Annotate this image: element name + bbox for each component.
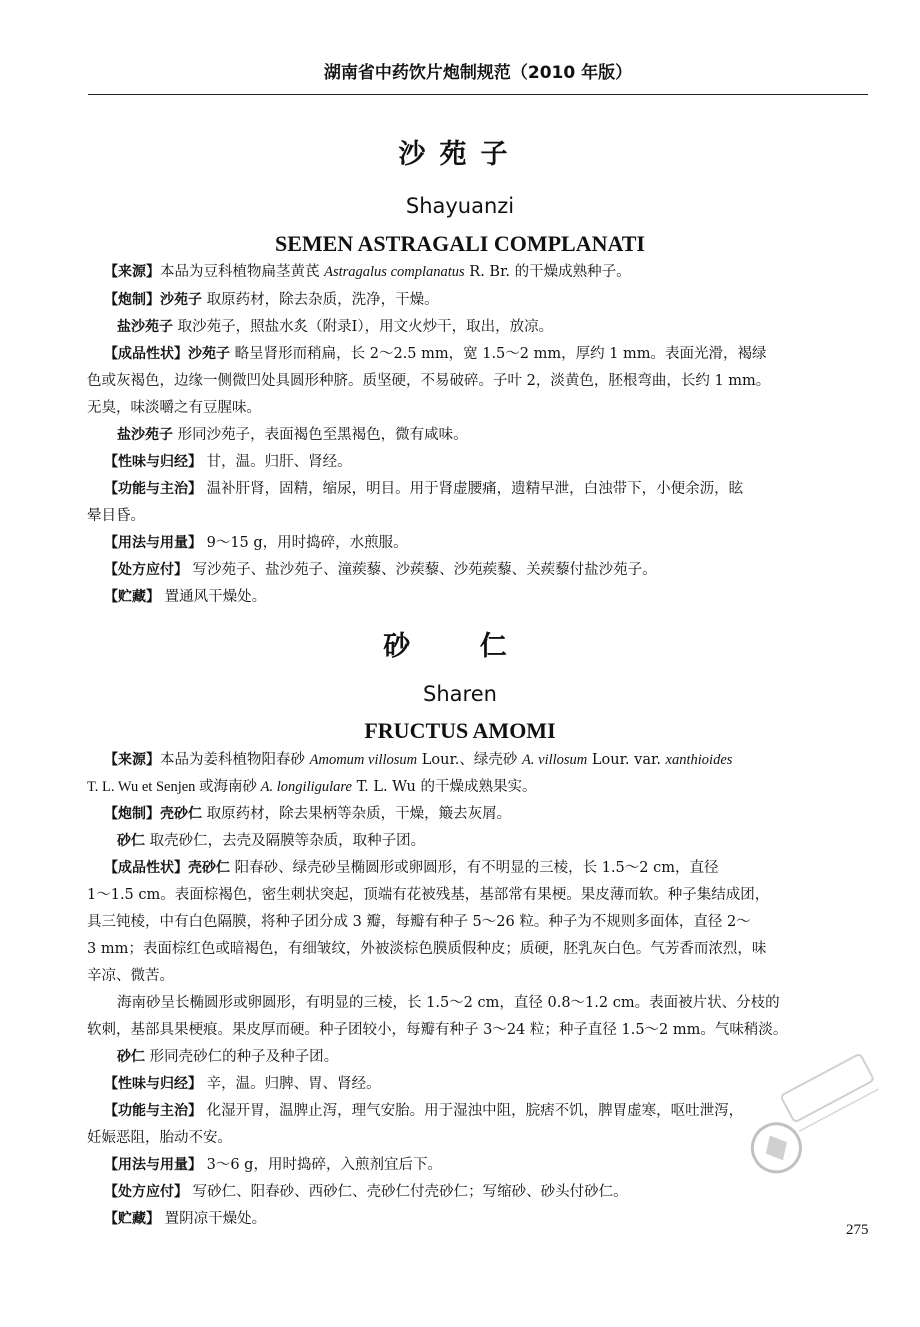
function-tag: 【功能与主治】 <box>104 1103 202 1119</box>
entry1-function-line2: 晕目昏。 <box>87 508 145 524</box>
entry2-processing <box>104 804 511 824</box>
watermark-logo <box>720 1030 890 1190</box>
source-species-3: A. longiligulare <box>260 779 352 795</box>
function-text-1: 化湿开胃，温脾止泻，理气安胎。用于湿浊中阻，脘痞不饥，脾胃虚寒，呕吐泄泻， <box>202 1103 744 1119</box>
entry1-function-line1 <box>104 479 743 499</box>
processing-tag: 【炮制】 <box>104 806 160 822</box>
header-rule <box>88 94 868 95</box>
sharen-properties-head: 砂仁 <box>117 1049 145 1065</box>
running-header: 湖南省中药饮片炮制规范（2010 年版） <box>323 63 633 83</box>
entry1-title-latin: SEMEN ASTRAGALI COMPLANATI <box>275 231 645 256</box>
entry1-taste <box>104 452 352 472</box>
entry1-source <box>104 262 631 282</box>
dosage-tag: 【用法与用量】 <box>104 1157 202 1173</box>
entry2-sharen-processing <box>117 831 425 851</box>
source-text-a: 本品为姜科植物阳春砂 <box>160 752 310 768</box>
entry2-hainan-line1: 海南砂呈长椭圆形或卵圆形，有明显的三棱，长 1.5～2 cm，直径 0.8～1.2 cm。表面被片状、分枝的 <box>117 995 780 1011</box>
storage-text: 置通风干燥处。 <box>160 589 267 605</box>
source-variety: xanthioides <box>665 752 733 768</box>
entry2-properties-line1 <box>104 858 718 878</box>
processing-head: 沙苑子 <box>160 292 202 308</box>
sharen-text: 取壳砂仁，去壳及隔膜等杂质，取种子团。 <box>145 833 426 849</box>
entry2-properties-line5: 辛凉、微苦。 <box>87 968 174 984</box>
properties-text-1: 阳春砂、绿壳砂呈椭圆形或卵圆形，有不明显的三棱，长 1.5～2 cm，直径 <box>230 860 719 876</box>
entry2-storage <box>104 1209 266 1229</box>
source-species-1: Amomum villosum <box>309 752 418 768</box>
properties-tag: 【成品性状】 <box>104 346 188 362</box>
function-tag: 【功能与主治】 <box>104 481 202 497</box>
watermark-mark-icon <box>759 1130 793 1166</box>
prescription-tag: 【处方应付】 <box>104 562 188 578</box>
entry1-storage <box>104 587 266 607</box>
entry2-properties-line4: 3 mm；表面棕红色或暗褐色，有细皱纹，外被淡棕色膜质假种皮；质硬，胚乳灰白色。气芳香而浓烈，味 <box>87 941 767 957</box>
properties-text-1: 略呈肾形而稍扁，长 2～2.5 mm，宽 1.5～2 mm，厚约 1 mm。表面光滑，褐绿 <box>230 346 767 362</box>
sharen-properties-text: 形同壳砂仁的种子及种子团。 <box>145 1049 339 1065</box>
dosage-text: 9～15 g，用时捣碎，水煎服。 <box>202 535 408 551</box>
processing-tag: 【炮制】 <box>104 292 160 308</box>
storage-tag: 【贮藏】 <box>104 1211 160 1227</box>
properties-tag: 【成品性状】 <box>104 860 188 876</box>
entry1-salt-properties <box>117 425 468 445</box>
salt-properties-head: 盐沙苑子 <box>117 427 173 443</box>
source-species-2: A. villosum <box>522 752 588 768</box>
processing-text: 取原药材，除去杂质，洗净，干燥。 <box>202 292 439 308</box>
entry2-function-line2: 妊娠恶阻，胎动不安。 <box>87 1130 232 1146</box>
storage-text: 置阴凉干燥处。 <box>160 1211 267 1227</box>
entry2-title-pinyin: Sharen <box>423 682 497 706</box>
dosage-text: 3～6 g，用时捣碎，入煎剂宜后下。 <box>202 1157 442 1173</box>
entry2-taste <box>104 1074 381 1094</box>
entry1-properties-line1 <box>104 344 767 364</box>
taste-tag: 【性味与归经】 <box>104 1076 202 1092</box>
prescription-tag: 【处方应付】 <box>104 1184 188 1200</box>
sharen-head: 砂仁 <box>117 833 145 849</box>
source-text-c: Lour. var. <box>587 752 666 768</box>
source-text-a: 本品为豆科植物扁茎黄芪 <box>160 264 325 280</box>
source-tag: 【来源】 <box>104 752 160 768</box>
entry2-source-line1 <box>104 750 732 770</box>
entry1-title-cn: 沙苑子 <box>398 139 522 170</box>
entry1-properties-line2: 色或灰褐色，边缘一侧微凹处具圆形种脐。质坚硬，不易破碎。子叶 2，淡黄色，胚根弯曲，长约 1 mm。 <box>87 373 771 389</box>
entry1-prescription <box>104 560 657 580</box>
entry1-salt-processing <box>117 317 553 337</box>
entry2-properties-line3: 具三钝棱，中有白色隔膜，将种子团分成 3 瓣，每瓣有种子 5～26 粒。种子为不规则多面体，直径 2～ <box>87 914 751 930</box>
entry2-function-line1 <box>104 1101 743 1121</box>
entry2-source-line2 <box>87 777 536 797</box>
source-text-b: Lour.、绿壳砂 <box>417 752 523 768</box>
entry1-properties-line3: 无臭，味淡嚼之有豆腥味。 <box>87 400 261 416</box>
storage-tag: 【贮藏】 <box>104 589 160 605</box>
processing-head: 壳砂仁 <box>160 806 202 822</box>
entry2-properties-line2: 1～1.5 cm。表面棕褐色，密生刺状突起，顶端有花被残基，基部常有果梗。果皮薄而软。种子集结成团， <box>87 887 770 903</box>
processing-text: 取原药材，除去果柄等杂质，干燥，簸去灰屑。 <box>202 806 512 822</box>
salt-head: 盐沙苑子 <box>117 319 173 335</box>
entry1-processing <box>104 290 439 310</box>
salt-properties-text: 形同沙苑子，表面褐色至黑褐色，微有咸味。 <box>173 427 468 443</box>
taste-text: 辛，温。归脾、胃、肾经。 <box>202 1076 381 1092</box>
properties-head: 沙苑子 <box>188 346 230 362</box>
entry1-title-pinyin: Shayuanzi <box>405 194 515 218</box>
properties-head: 壳砂仁 <box>188 860 230 876</box>
entry2-prescription <box>104 1182 628 1202</box>
salt-text: 取沙苑子，照盐水炙（附录Ⅰ），用文火炒干，取出，放凉。 <box>173 319 554 335</box>
source-species: Astragalus complanatus <box>324 264 465 280</box>
source-text-e: T. L. Wu 的干燥成熟果实。 <box>351 779 537 795</box>
entry1-dosage <box>104 533 408 553</box>
taste-text: 甘，温。归肝、肾经。 <box>202 454 352 470</box>
entry2-hainan-line2: 软刺，基部具果梗痕。果皮厚而硬。种子团较小，每瓣有种子 3～24 粒；种子直径 1.5～2 mm。气味稍淡。 <box>87 1022 788 1038</box>
entry2-sharen-properties <box>117 1047 338 1067</box>
function-text-1: 温补肝肾，固精，缩尿，明目。用于肾虚腰痛，遗精早泄，白浊带下，小便余沥，眩 <box>202 481 744 497</box>
source-tag: 【来源】 <box>104 264 160 280</box>
entry2-title-latin: FRUCTUS AMOMI <box>364 718 556 743</box>
prescription-text: 写砂仁、阳春砂、西砂仁、壳砂仁付壳砂仁；写缩砂、砂头付砂仁。 <box>188 1184 628 1200</box>
entry2-dosage <box>104 1155 442 1175</box>
source-text-b: R. Br. 的干燥成熟种子。 <box>464 264 631 280</box>
source-text-d: T. L. Wu et Senjen 或海南砂 <box>87 779 261 795</box>
taste-tag: 【性味与归经】 <box>104 454 202 470</box>
dosage-tag: 【用法与用量】 <box>104 535 202 551</box>
page-number: 275 <box>846 1222 869 1238</box>
prescription-text: 写沙苑子、盐沙苑子、潼蒺藜、沙蒺藜、沙苑蒺藜、关蒺藜付盐沙苑子。 <box>188 562 657 578</box>
entry2-title-cn: 砂 仁 <box>383 631 537 662</box>
